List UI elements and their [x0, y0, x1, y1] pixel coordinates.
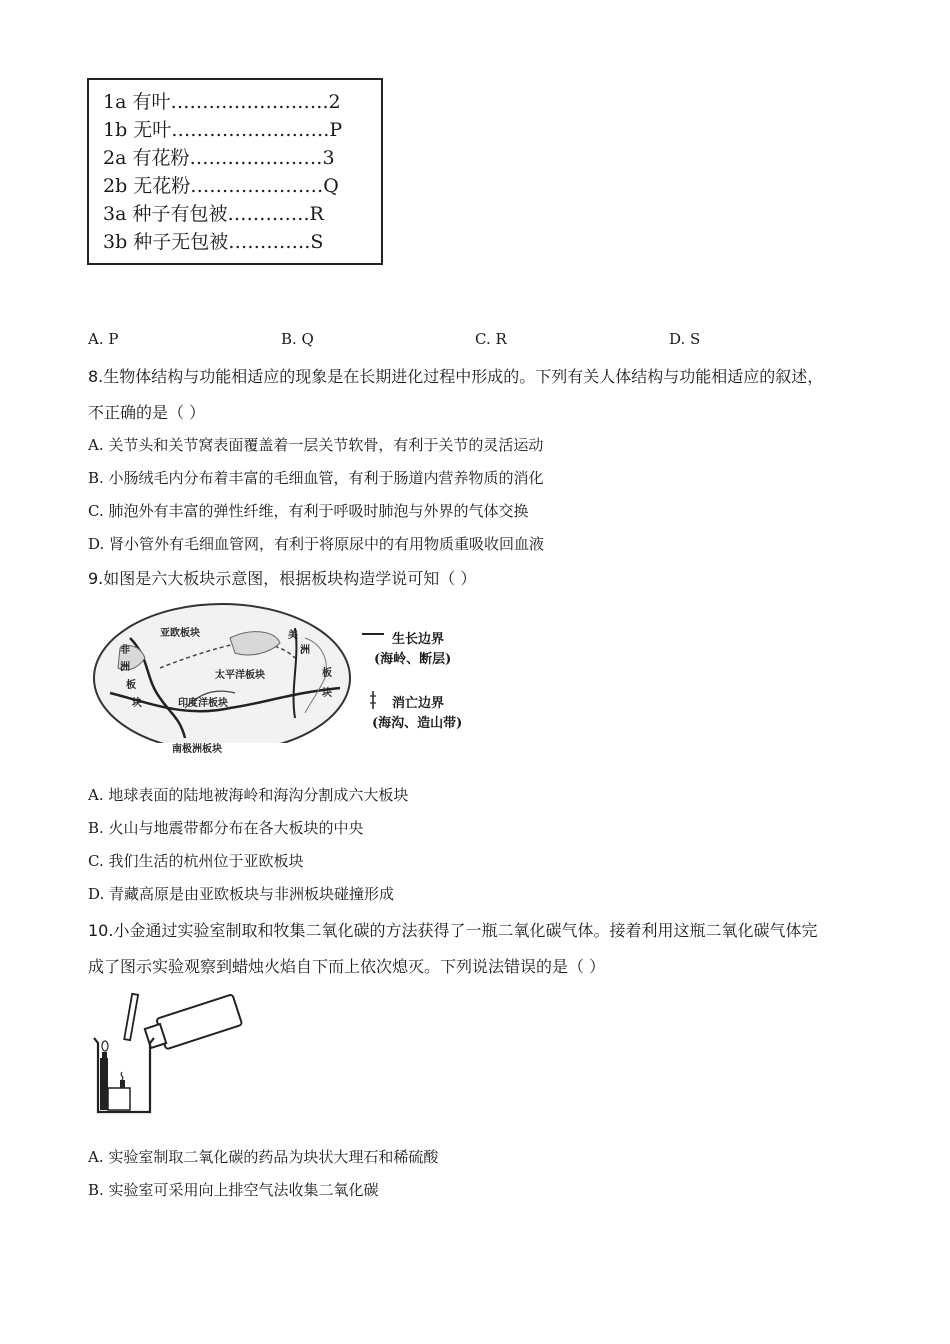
q8-option-b: B. 小肠绒毛内分布着丰富的毛细血管，有利于肠道内营养物质的消化: [88, 469, 544, 487]
q7-option-a: A. P: [88, 330, 119, 348]
map-label-eurasian: 亚欧板块: [160, 628, 200, 639]
q10-number: 10.: [88, 921, 114, 940]
q9-option-a: A. 地球表面的陆地被海岭和海沟分割成六大板块: [88, 786, 409, 804]
q8-stem-line1: 8.生物体结构与功能相适应的现象是在长期进化过程中形成的。下列有关人体结构与功能相适应的叙述，: [88, 367, 824, 386]
map-label-africa-2: 洲: [120, 662, 130, 673]
gas-bottle-icon: [143, 994, 242, 1053]
q9-number: 9.: [88, 569, 104, 588]
map-label-indian: 印度洋板块: [178, 698, 228, 709]
candle-beaker-figure: [88, 988, 248, 1118]
legend-growth-sub: (海岭、断层): [374, 652, 452, 667]
map-label-america-1: 美: [288, 630, 298, 641]
q7-option-c: C. R: [475, 330, 507, 348]
map-label-america-4: 块: [322, 688, 332, 699]
q9-option-c: C. 我们生活的杭州位于亚欧板块: [88, 852, 304, 870]
flame-icon: [121, 1072, 123, 1080]
map-label-pacific: 太平洋板块: [215, 670, 265, 681]
key-line: 1a 有叶…………………….2: [103, 91, 341, 113]
legend-subduction-title: 消亡边界: [392, 696, 445, 711]
map-label-africa-4: 块: [132, 698, 142, 709]
key-line: 2a 有花粉…………………3: [103, 147, 335, 169]
q10-option-b: B. 实验室可采用向上排空气法收集二氧化碳: [88, 1181, 379, 1199]
key-line: 2b 无花粉…………………Q: [103, 175, 339, 197]
subduction-boundary-legend-icon: [368, 690, 378, 710]
step-stand-icon: [100, 1058, 108, 1110]
key-line: 3b 种子无包被………….S: [103, 231, 324, 253]
flame-icon: [102, 1041, 108, 1051]
growth-boundary-legend-icon: [360, 628, 386, 640]
dichotomous-key-box: [87, 78, 383, 265]
glass-plate-icon: [124, 994, 138, 1040]
q8-stem-line2: 不正确的是（ ）: [88, 403, 206, 422]
legend-subduction-sub: (海沟、造山带): [372, 716, 463, 731]
q10-stem-line1: 10.小金通过实验室制取和牧集二氧化碳的方法获得了一瓶二氧化碳气体。接着利用这瓶二氧化碳气体完: [88, 921, 818, 940]
map-label-america-3: 板: [322, 668, 332, 679]
key-line: 3a 种子有包被………….R: [103, 203, 324, 225]
key-line: 1b 无叶…………………….P: [103, 119, 343, 141]
q10-option-a: A. 实验室制取二氧化碳的药品为块状大理石和稀硫酸: [88, 1148, 439, 1166]
q10-stem-line2: 成了图示实验观察到蜡烛火焰自下而上依次熄灭。下列说法错误的是（ ）: [88, 957, 606, 976]
q9-stem: 9.如图是六大板块示意图，根据板块构造学说可知（ ）: [88, 569, 477, 588]
map-label-africa-1: 非: [120, 645, 130, 656]
q9-option-b: B. 火山与地震带都分布在各大板块的中央: [88, 819, 364, 837]
map-label-america-2: 洲: [300, 645, 310, 656]
q9-option-d: D. 青藏高原是由亚欧板块与非洲板块碰撞形成: [88, 885, 395, 903]
map-label-antarctic: 南极洲板块: [172, 744, 222, 755]
map-label-africa-3: 板: [126, 680, 136, 691]
plate-map-figure: [90, 598, 355, 758]
q8-option-c: C. 肺泡外有丰富的弹性纤维，有利于呼吸时肺泡与外界的气体交换: [88, 502, 529, 520]
q7-option-b: B. Q: [281, 330, 314, 348]
q8-number: 8.: [88, 367, 104, 386]
q8-option-d: D. 肾小管外有毛细血管网，有利于将原尿中的有用物质重吸收回血液: [88, 535, 545, 553]
legend-growth-title: 生长边界: [392, 632, 445, 647]
q7-option-d: D. S: [669, 330, 701, 348]
q8-option-a: A. 关节头和关节窝表面覆盖着一层关节软骨，有利于关节的灵活运动: [88, 436, 544, 454]
